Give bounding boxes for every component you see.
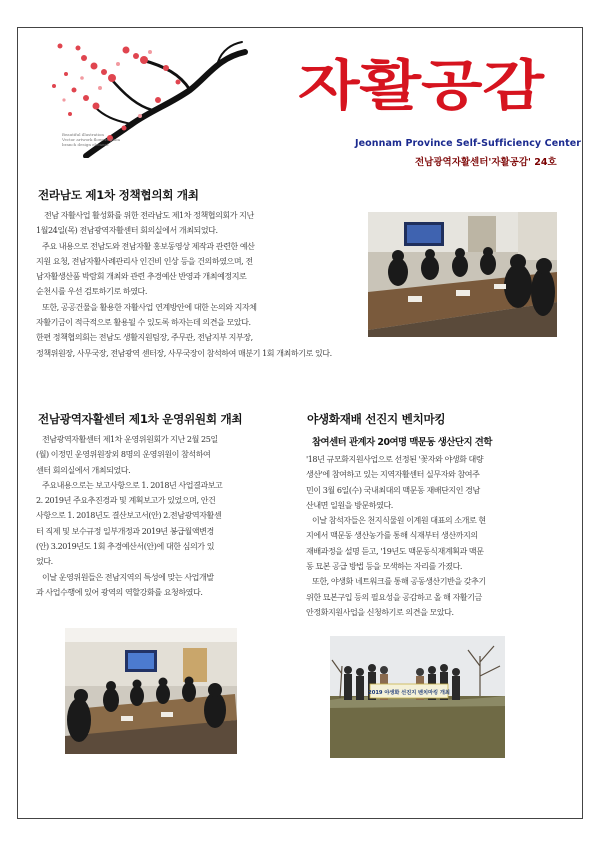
article2-line: (안) 3.2019년도 1회 추경예산서(안)에 대한 심의가 있 [36, 542, 215, 552]
article1-line: 한편 정책협의회는 전남도 생활지원팀장, 주무관, 전남지부 지부장, [36, 333, 253, 343]
issue-line: 전남광역자활센터'자활공감' 24호 [415, 157, 557, 168]
illustration-caption-line: Vector artwork flowers plum [62, 137, 120, 142]
article3-line: 이날 참석자들은 천지식물원 이계원 대표의 소개로 현 [312, 516, 486, 526]
article2-line: 2. 2019년 주요추진경과 및 계획보고가 있었으며, 안건 [36, 496, 216, 506]
article2-line: 터 직제 및 보수규정 일부개정과 2019년 봉급월액변경 [36, 526, 214, 536]
article2-line: 주요내용으로는 보고사항으로 1. 2018년 사업결과보고 [42, 480, 223, 490]
article3-line: 안정화지원사업을 신청하기로 의견을 모았다. [306, 607, 454, 617]
group-photo [330, 636, 505, 758]
illustration-caption [62, 132, 120, 147]
article1-line: 정책위원장, 사무국장, 전남광역 센터장, 사무국장이 참석하여 매분기 1회 개최하기로 있다. [36, 348, 332, 358]
article3-line: 생산'에 참여하고 있는 지역자활센터 실무자와 참여주 [306, 470, 480, 480]
article2-line: (월) 이정민 운영위원장외 8명의 운영위원이 참석하여 [36, 450, 211, 460]
article1-body [36, 208, 332, 361]
article2-line: 센터 회의실에서 개최되었다. [36, 465, 131, 475]
article1-line: 자활기금이 적극적으로 활용될 수 있도록 하자는데 의견을 모았다. [36, 318, 251, 328]
newsletter-title [298, 48, 548, 120]
center-name-en: Jeonnam Province Self-Sufficiency Center [355, 138, 582, 149]
article2-line: 이날 운영위원들은 전남지역의 특성에 맞는 사업개발 [42, 572, 214, 582]
article1-line: 순천시를 우선 검토하기로 하였다. [36, 287, 147, 297]
article1-title: 전라남도 제1차 정책협의회 개최 [38, 188, 199, 202]
newsletter-title-text: 자활공감 [298, 54, 545, 117]
article1-line: 또한, 공공건물을 활용한 자활사업 연계방안에 대한 논의와 지자체 [42, 302, 257, 312]
banner-text: 2019 야생화 선진지 벤치마킹 개최 [368, 690, 450, 696]
article3-body [306, 452, 486, 620]
article3-line: 재배과정을 설명 듣고, '19년도 맥문동식재계획과 맥문 [306, 546, 484, 556]
article2-title: 전남광역자활센터 제1차 운영위원회 개최 [38, 412, 243, 426]
article3-line: 동 묘본 공급 방법 등을 모색하는 자리를 가졌다. [306, 562, 463, 572]
article2-line: 전남광역자활센터 제1차 운영위원회가 지난 2월 25일 [42, 435, 218, 444]
article3-line: 민이 3월 6일(수) 국내최대의 맥문동 재배단지인 경남 [306, 485, 480, 495]
article1-line: 1월24일(목) 전남광역자활센터 회의실에서 개최되었다. [36, 226, 218, 236]
article2-line: 사항으로 1. 2018년도 결산보고서(안) 2.전남광역자활센 [36, 511, 222, 521]
meeting-photo-1 [368, 212, 557, 337]
article2-line: 었다. [36, 557, 53, 567]
illustration-caption-line: Beautiful illustration [62, 132, 105, 137]
article3-line: 산내면 일원을 방문하였다. [306, 500, 393, 510]
article1-line: 지원 요청, 전남자활사례관리사 인건비 인상 등을 건의하였으며, 전 [36, 256, 253, 266]
article3-line: 위한 묘본구입 등의 필요성을 공감하고 올 해 자활기금 [306, 592, 482, 602]
meeting-photo-2 [65, 628, 237, 754]
article1-line: 남자활생산품 박람회 개최와 관련 추경예산 반영과 개최예정지로 [36, 272, 247, 282]
article2-line: 과 사업수행에 있어 광역의 역할강화를 요청하였다. [36, 587, 203, 597]
article3-subtitle: 참여센터 관계자 20여명 맥문동 생산단지 견학 [312, 437, 492, 448]
article1-line: 전남 자활사업 활성화를 위한 전라남도 제1차 정책협의회가 지난 [44, 211, 254, 220]
article3-line: '18년 규모화지원사업으로 선정된 '꽃자와 야생화 대량 [306, 455, 484, 464]
article3-line: 지에서 맥문동 생산농가를 통해 식재부터 생산까지의 [306, 531, 478, 541]
illustration-caption-line: branch design element [62, 142, 109, 147]
article3-line: 또한, 야생화 네트워크를 통해 공동생산기반을 갖추기 [312, 577, 486, 587]
article1-line: 주요 내용으로 전남도와 전남자활 홍보동영상 제작과 관련한 예산 [42, 241, 255, 251]
article3-title: 야생화재배 선진지 벤치마킹 [307, 412, 446, 426]
article2-body [36, 432, 222, 600]
